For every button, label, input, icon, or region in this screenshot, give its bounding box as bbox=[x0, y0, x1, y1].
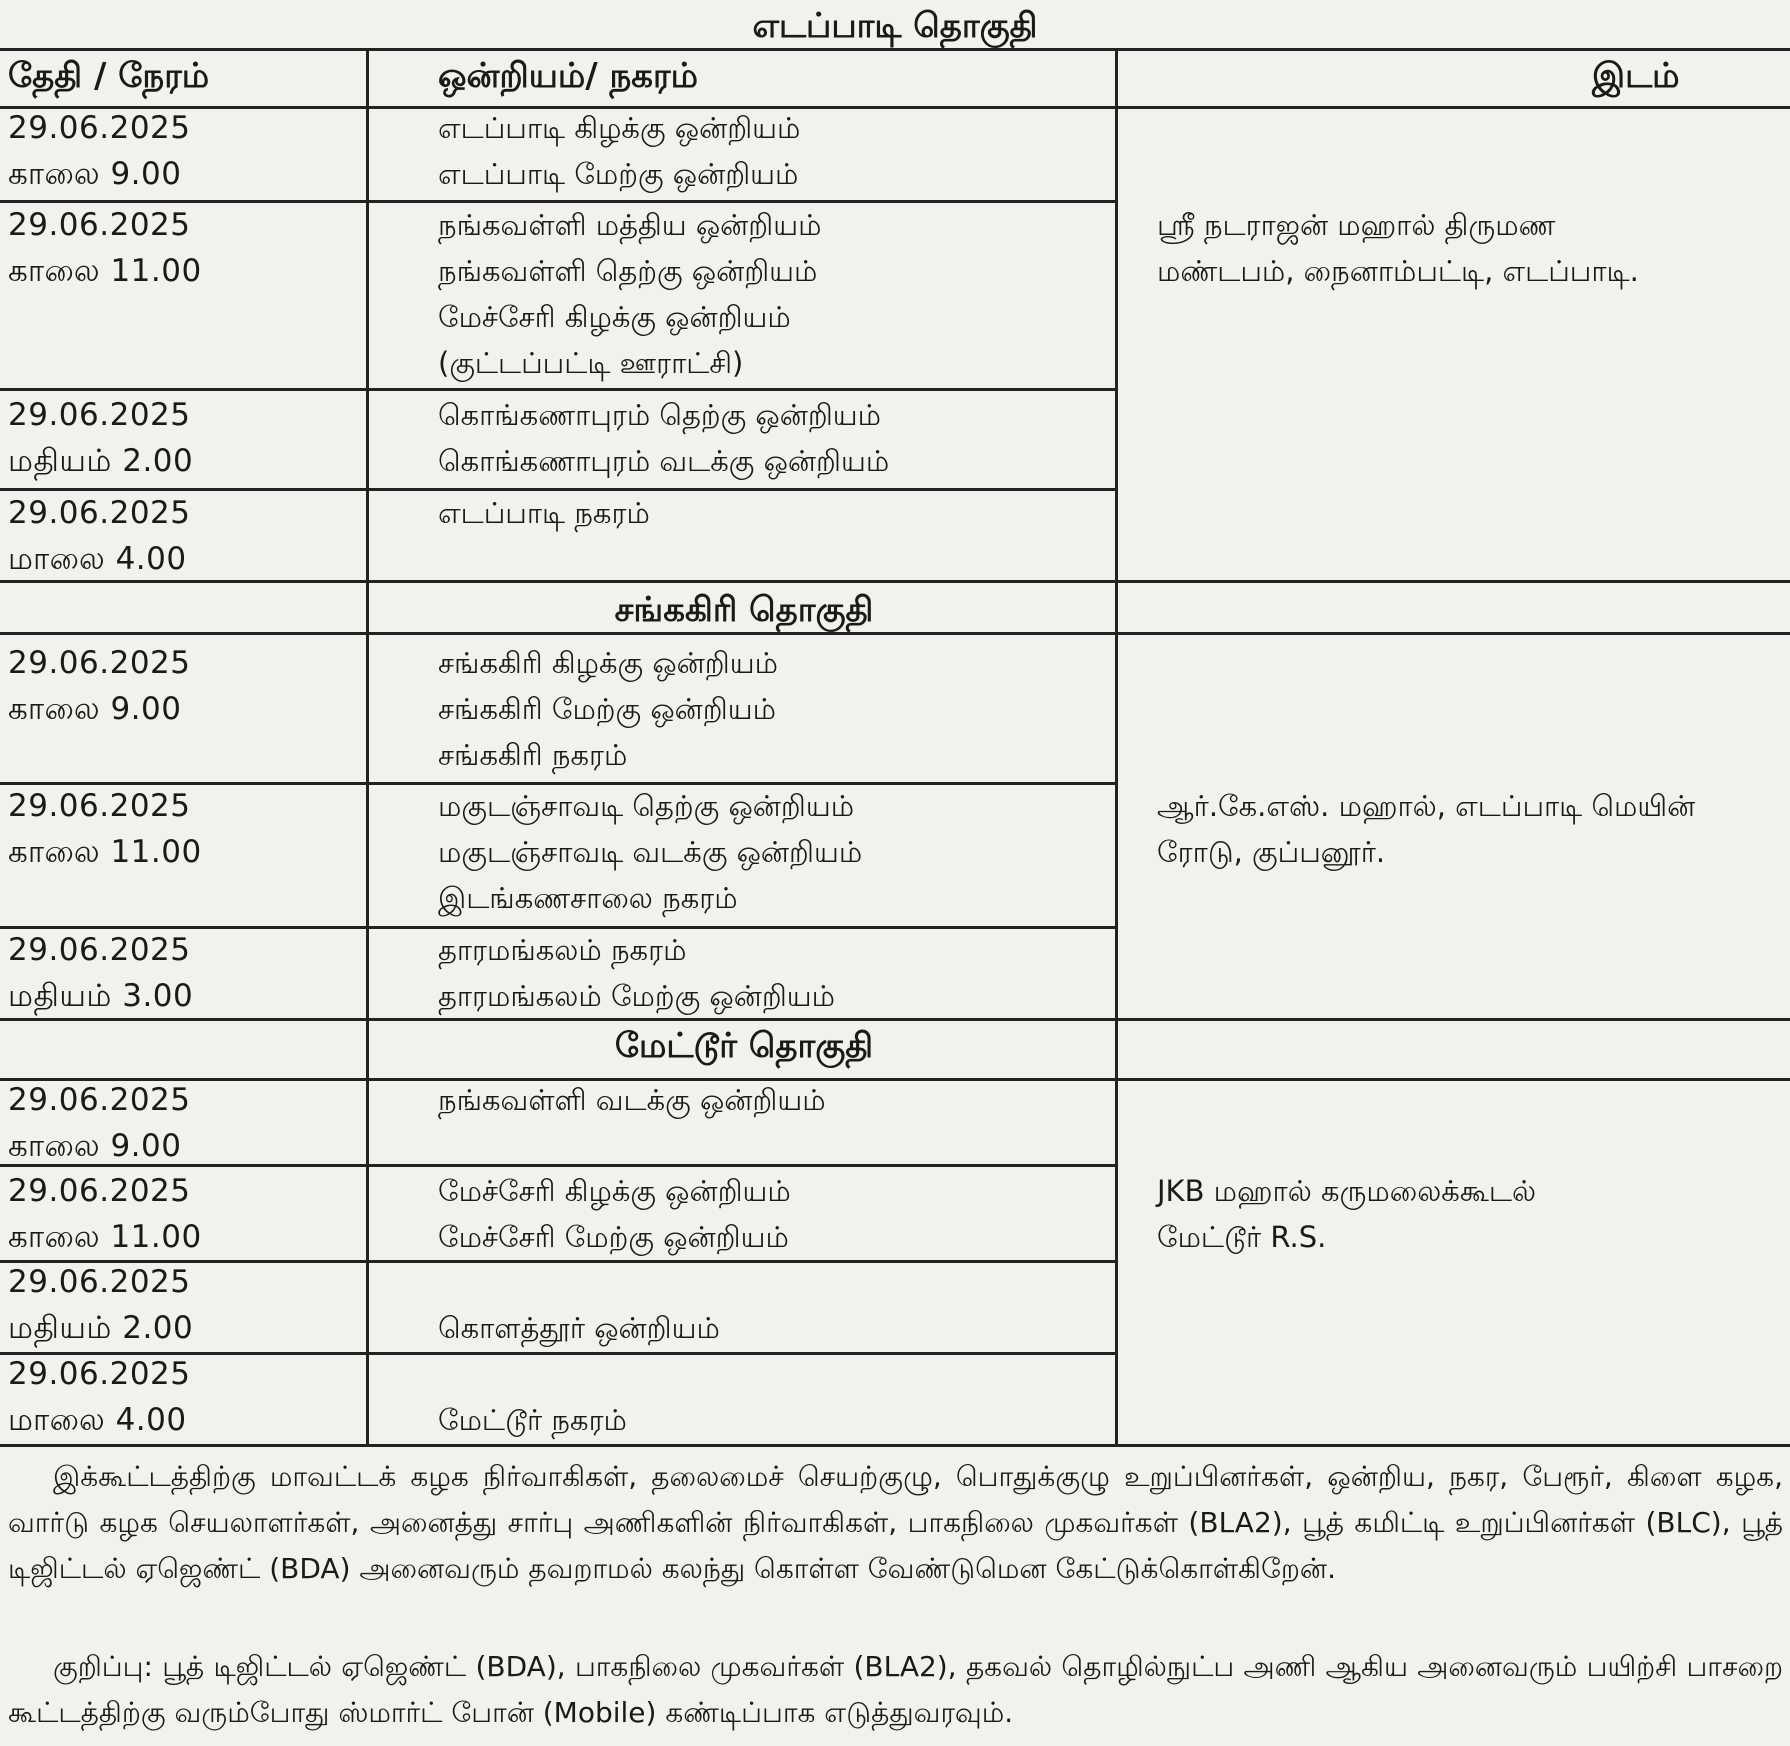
edappadi-row-1-date: 29.06.2025 காலை 9.00 bbox=[8, 110, 191, 192]
sankagiri-row-3-units: தாரமங்கலம் நகரம் தாரமங்கலம் மேற்கு ஒன்றியம் bbox=[438, 933, 835, 1013]
mettur-venue: JKB மஹால் கருமலைக்கூடல் மேட்டூர் R.S. bbox=[1157, 1174, 1537, 1254]
rule-mettur-2 bbox=[0, 1260, 1118, 1263]
edappadi-row-2-units: நங்கவள்ளி மத்திய ஒன்றியம் நங்கவள்ளி தெற்கு ஒன்றியம் மேச்சேரி கிழக்கு ஒன்றியம் (குட்டப்பட்டி ஊராட்சி) bbox=[438, 208, 822, 380]
mettur-row-1-units: நங்கவள்ளி வடக்கு ஒன்றியம் bbox=[438, 1083, 826, 1117]
sankagiri-row-3-date: 29.06.2025 மதியம் 3.00 bbox=[8, 932, 194, 1014]
mettur-heading: மேட்டூர் தொகுதி bbox=[614, 1026, 874, 1066]
edappadi-venue: ஸ்ரீ நடராஜன் மஹால் திருமண மண்டபம், நைனாம்பட்டி, எடப்பாடி. bbox=[1157, 208, 1639, 288]
sankagiri-row-1-date: 29.06.2025 காலை 9.00 bbox=[8, 645, 191, 727]
rule-col-1 bbox=[366, 48, 369, 1444]
rule-mettur-3 bbox=[0, 1352, 1118, 1355]
edappadi-row-3-units: கொங்கணாபுரம் தெற்கு ஒன்றியம் கொங்கணாபுரம் வடக்கு ஒன்றியம் bbox=[438, 398, 890, 478]
edappadi-row-3-date: 29.06.2025 மதியம் 2.00 bbox=[8, 397, 194, 479]
rule-sankagiri-2 bbox=[0, 926, 1118, 929]
mettur-row-2-units: மேச்சேரி கிழக்கு ஒன்றியம் மேச்சேரி மேற்கு ஒன்றியம் bbox=[438, 1174, 791, 1254]
sankagiri-row-2-units: மகுடஞ்சாவடி தெற்கு ஒன்றியம் மகுடஞ்சாவடி வடக்கு ஒன்றியம் இடங்கணசாலை நகரம் bbox=[438, 789, 863, 915]
rule-header-bottom bbox=[0, 106, 1790, 109]
header-union-town: ஒன்றியம்/ நகரம் bbox=[438, 56, 698, 96]
sankagiri-venue: ஆர்.கே.எஸ். மஹால், எடப்பாடி மெயின் ரோடு, குப்பனூர். bbox=[1157, 789, 1696, 869]
rule-sankagiri-head-bottom bbox=[0, 632, 1790, 635]
rule-edappadi-2 bbox=[0, 388, 1118, 391]
rule-mettur-top bbox=[0, 1018, 1790, 1021]
edappadi-row-2-date: 29.06.2025 காலை 11.00 bbox=[8, 207, 202, 289]
sankagiri-row-2-date: 29.06.2025 காலை 11.00 bbox=[8, 788, 202, 870]
edappadi-row-4-date: 29.06.2025 மாலை 4.00 bbox=[8, 495, 191, 577]
edappadi-row-1-units: எடப்பாடி கிழக்கு ஒன்றியம் எடப்பாடி மேற்கு ஒன்றியம் bbox=[438, 111, 801, 191]
mettur-row-1-date: 29.06.2025 காலை 9.00 bbox=[8, 1082, 191, 1164]
mettur-row-4-units: மேட்டூர் நகரம் bbox=[438, 1403, 627, 1437]
rule-sankagiri-1 bbox=[0, 782, 1118, 785]
edappadi-row-4-units: எடப்பாடி நகரம் bbox=[438, 496, 650, 530]
mettur-row-3-date: 29.06.2025 மதியம் 2.00 bbox=[8, 1264, 194, 1346]
invitation-paragraph: இக்கூட்டத்திற்கு மாவட்டக் கழக நிர்வாகிகள், தலைமைச் செயற்குழு, பொதுக்குழு உறுப்பினர்கள், ஒன்றிய, நகர, பேரூர், கிளை கழக, வார்டு கழக செயலாளர்கள், அனைத்து சார்பு அணிகளின் நிர்வாகிகள், பாகநிலை முகவர்கள் (BLA2), பூத் கமிட்டி உறுப்பினர்கள் (BLC), பூத் டிஜிட்டல் ஏஜெண்ட் (BDA) அனைவரும் தவறாமல் கலந்து கொள்ள வேண்டுமென கேட்டுக்கொள்கிறேன். bbox=[8, 1460, 1783, 1585]
rule-col-2 bbox=[1115, 48, 1118, 1444]
rule-edappadi-1 bbox=[0, 200, 1118, 203]
mettur-row-2-date: 29.06.2025 காலை 11.00 bbox=[8, 1173, 202, 1255]
mettur-row-4-date: 29.06.2025 மாலை 4.00 bbox=[8, 1356, 191, 1438]
header-venue: இடம் bbox=[1592, 56, 1680, 96]
rule-table-bottom bbox=[0, 1444, 1790, 1447]
rule-sankagiri-top bbox=[0, 580, 1790, 583]
sankagiri-heading: சங்ககிரி தொகுதி bbox=[614, 590, 874, 630]
rule-title-bottom bbox=[0, 48, 1790, 51]
remark-paragraph: குறிப்பு: பூத் டிஜிட்டல் ஏஜெண்ட் (BDA), பாகநிலை முகவர்கள் (BLA2), தகவல் தொழில்நுட்ப அணி ஆகிய அனைவரும் பயிற்சி பாசறை கூட்டத்திற்கு வரும்போது ஸ்மார்ட் போன் (Mobile) கண்டிப்பாக எடுத்துவரவும். bbox=[8, 1650, 1783, 1729]
page-title: எடப்பாடி தொகுதி bbox=[752, 6, 1038, 46]
rule-mettur-head-bottom bbox=[0, 1078, 1790, 1081]
mettur-row-3-units: கொளத்தூர் ஒன்றியம் bbox=[438, 1311, 720, 1345]
header-date-time: தேதி / நேரம் bbox=[8, 56, 210, 96]
sankagiri-row-1-units: சங்ககிரி கிழக்கு ஒன்றியம் சங்ககிரி மேற்கு ஒன்றியம் சங்ககிரி நகரம் bbox=[438, 646, 778, 772]
rule-edappadi-3 bbox=[0, 488, 1118, 491]
rule-mettur-1 bbox=[0, 1164, 1118, 1167]
